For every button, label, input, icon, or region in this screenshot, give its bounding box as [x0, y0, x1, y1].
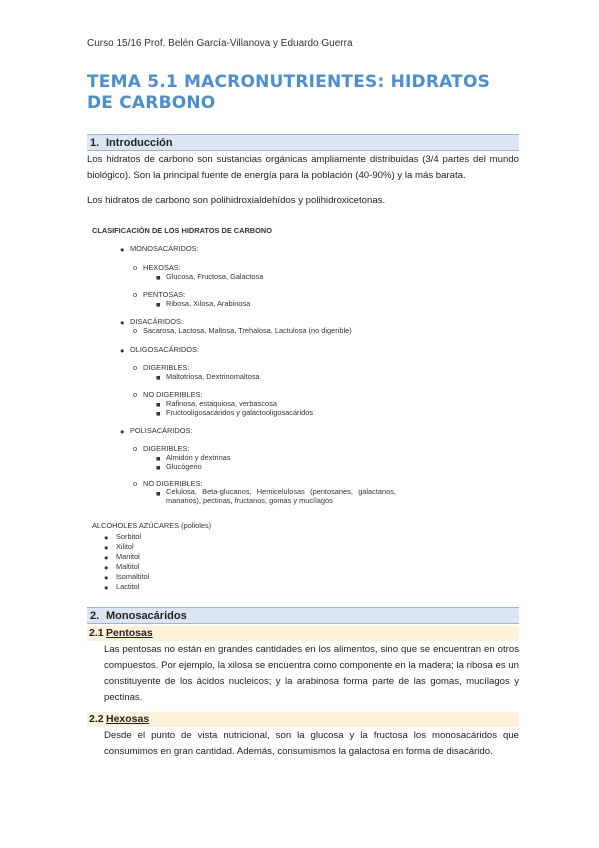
bullet-icon: ●	[104, 533, 109, 542]
poliol-item: Xilitol	[116, 542, 134, 551]
bullet-icon: ●	[104, 543, 109, 552]
hexosas-paragraph: Desde el punto de vista nutricional, son la glucosa y la fructosa los monosacáridos que consumimos en gran cantidad. Además, consumismos la galactosa en forma de disacárido.	[104, 730, 519, 757]
section-heading-introduccion	[87, 134, 519, 151]
square-bullet-icon: ■	[156, 373, 161, 382]
classification-title: CLASIFICACIÓN DE LOS HIDRATOS DE CARBONO	[92, 226, 272, 235]
class-oligo-nodig-1: Rafinosa, estaquiosa, verbascosa	[166, 399, 277, 408]
subsection-number: 2.2	[89, 713, 104, 725]
page-title: TEMA 5.1 MACRONUTRIENTES: HIDRATOS DE CARBONO	[87, 72, 491, 113]
poliol-item: Lactitol	[116, 582, 140, 591]
class-oligo: OLIGOSACÁRIDOS:	[130, 345, 199, 354]
section-label: Introducción	[106, 137, 173, 149]
class-poli: POLISACÁRIDOS:	[130, 426, 193, 435]
subsection-label: Pentosas	[106, 627, 153, 639]
bullet-icon: ●	[104, 583, 109, 592]
square-bullet-icon: ■	[156, 454, 161, 463]
square-bullet-icon: ■	[156, 273, 161, 282]
pentosas-paragraph: Las pentosas no están en grandes cantidades en los alimentos, sino que se encuentran en otros compuestos. Por ejemplo, la xilosa se encuentra como componente en la madera; la ribosa es un constituyente de los ácidos nucleicos; y la arabinosa forma parte de las gomas, mucílagos y pectinas.	[104, 644, 519, 703]
class-di-items: Sacarosa, Lactosa, Maltosa, Trehalosa, Lactulosa (no digerible)	[143, 326, 352, 335]
class-oligo-nodig-2: Fructooligosacáridos y galactooligosacáridos	[166, 408, 314, 417]
circle-bullet-icon: o	[133, 326, 138, 335]
bullet-icon: ●	[104, 573, 109, 582]
subsection-number: 2.1	[89, 627, 104, 639]
intro-paragraph-1: Los hidratos de carbono son sustancias orgánicas ampliamente distribuidas (3/4 partes del mundo biológico). Son la principal fuente de energía para la población (40-90%) y la más barata.	[87, 154, 519, 181]
subsection-heading-hexosas	[87, 712, 519, 727]
square-bullet-icon: ■	[156, 463, 161, 472]
class-poli-nodig: NO DIGERIBLES:	[143, 479, 203, 488]
poliol-item: Manitol	[116, 552, 140, 561]
subsection-heading-pentosas	[87, 626, 519, 641]
class-hexosas: HEXOSAS:	[143, 263, 181, 272]
bullet-icon: ●	[104, 553, 109, 562]
class-oligo-dig-items: Maltotriosa, Dextrinomaltosa	[166, 372, 260, 381]
section-label: Monosacáridos	[106, 610, 187, 622]
poliol-item: Sorbitol	[116, 532, 142, 541]
circle-bullet-icon: o	[133, 363, 138, 372]
circle-bullet-icon: o	[133, 263, 138, 272]
circle-bullet-icon: o	[133, 444, 138, 453]
circle-bullet-icon: o	[133, 290, 138, 299]
section-number: 1.	[90, 137, 100, 149]
square-bullet-icon: ■	[156, 300, 161, 309]
class-pentosas-items: Ribosa, Xilosa, Arabinosa	[166, 299, 251, 308]
bullet-icon: ●	[104, 563, 109, 572]
poliol-item: Maltitol	[116, 562, 140, 571]
bullet-icon: ●	[120, 245, 125, 254]
class-poli-dig: DIGERIBLES:	[143, 444, 190, 453]
page-header: Curso 15/16 Prof. Belén García-Villanova y Eduardo Guerra	[87, 38, 353, 49]
section-heading-monosacaridos	[87, 607, 519, 624]
class-poli-dig-2: Glucógeno	[166, 462, 202, 471]
section-number: 2.	[90, 610, 100, 622]
class-oligo-dig: DIGERIBLES:	[143, 363, 190, 372]
square-bullet-icon: ■	[156, 489, 161, 498]
class-di: DISACÁRIDOS:	[130, 317, 183, 326]
class-oligo-nodig: NO DIGERIBLES:	[143, 390, 203, 399]
class-poli-nodig-items: Celulosa, Beta-glucanos, Hemicelulosas (pentosanes, galactanos, mananos), pectinas, fructanos, gomas y mucílagos	[166, 487, 396, 505]
class-hexosas-items: Glucosa, Fructosa, Galactosa	[166, 272, 264, 281]
poliol-item: Isomaltitol	[116, 572, 150, 581]
subsection-label: Hexosas	[106, 713, 150, 725]
intro-paragraph-2: Los hidratos de carbono son polihidroxialdehídos y polihidroxicetonas.	[87, 195, 386, 206]
class-poli-dig-1: Almidón y dextrinas	[166, 453, 231, 462]
bullet-icon: ●	[120, 346, 125, 355]
class-alcoholes: ALCOHOLES AZÚCARES (polioles)	[92, 521, 212, 530]
square-bullet-icon: ■	[156, 400, 161, 409]
class-mono: MONOSACÁRIDOS:	[130, 244, 199, 253]
class-pentosas: PENTOSAS:	[143, 290, 186, 299]
circle-bullet-icon: o	[133, 390, 138, 399]
square-bullet-icon: ■	[156, 409, 161, 418]
bullet-icon: ●	[120, 427, 125, 436]
bullet-icon: ●	[120, 318, 125, 327]
circle-bullet-icon: o	[133, 479, 138, 488]
